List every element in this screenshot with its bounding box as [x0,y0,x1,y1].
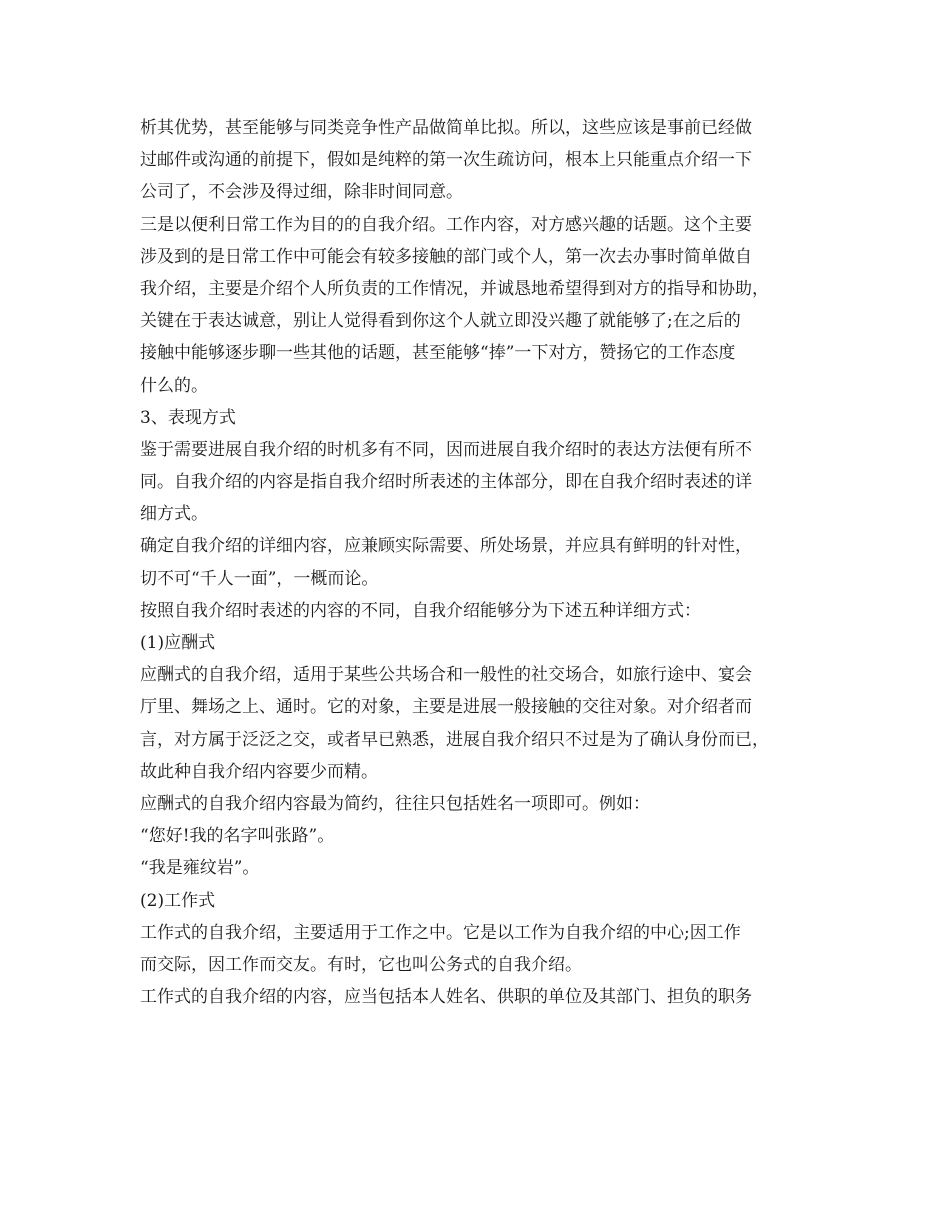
text-line: 同。自我介绍的内容是指自我介绍时所表述的主体部分，即在自我介绍时表述的详 [140,472,752,493]
text-line: 涉及到的是日常工作中可能会有较多接触的部门或个人，第一次去办事时简单做自 [140,246,752,267]
text-line: 应酬式的自我介绍，适用于某些公共场合和一般性的社交场合，如旅行途中、宴会 [140,665,752,686]
text-line: 接触中能够逐步聊一些其他的话题，甚至能够“捧”一下对方，赞扬它的工作态度 [140,343,736,364]
text-line: 细方式。 [140,504,208,525]
text-line: 切不可“千人一面”，一概而论。 [140,568,379,589]
example-quote: “您好!我的名字叫张路”。 [140,826,335,847]
text-line: 工作式的自我介绍，主要适用于工作之中。它是以工作为自我介绍的中心;因工作 [140,922,741,943]
subsection-heading: (1)应酬式 [140,633,216,653]
text-line: 公司了，不会涉及得过细，除非时间同意。 [140,182,463,203]
text-line: 什么的。 [140,375,208,396]
text-line: 鉴于需要进展自我介绍的时机多有不同，因而进展自我介绍时的表达方法便有所不 [140,439,752,460]
text-line: 我介绍，主要是介绍个人所负责的工作情况，并诚恳地希望得到对方的指导和协助， [140,278,769,299]
text-line: 言，对方属于泛泛之交，或者早已熟悉，进展自我介绍只不过是为了确认身份而已， [140,729,769,750]
text-line: 故此种自我介绍内容要少而精。 [140,761,378,782]
text-line: 三是以便利日常工作为目的的自我介绍。工作内容，对方感兴趣的话题。这个主要 [140,214,752,235]
text-line: 而交际，因工作而交友。有时，它也叫公务式的自我介绍。 [140,954,582,975]
section-heading: 3、表现方式 [140,407,236,428]
text-line: 确定自我介绍的详细内容，应兼顾实际需要、所处场景，并应具有鲜明的针对性， [140,536,752,557]
text-line: 应酬式的自我介绍内容最为简约，往往只包括姓名一项即可。例如： [140,793,650,814]
text-line: 析其优势，甚至能够与同类竞争性产品做简单比拟。所以，这些应该是事前已经做 [140,118,752,138]
text-line: 厅里、舞场之上、通时。它的对象，主要是进展一般接触的交往对象。对介绍者而 [140,697,752,718]
text-line: 按照自我介绍时表述的内容的不同，自我介绍能够分为下述五种详细方式： [140,600,701,621]
text-line: 过邮件或沟通的前提下，假如是纯粹的第一次生疏访问，根本上只能重点介绍一下 [140,150,752,171]
text-line: 关键在于表达诚意，别让人觉得看到你这个人就立即没兴趣了就能够了;在之后的 [140,311,741,332]
document-body [140,112,830,1013]
text-line: 工作式的自我介绍的内容，应当包括本人姓名、供职的单位及其部门、担负的职务 [140,987,752,1008]
subsection-heading: (2)工作式 [140,890,216,911]
example-quote: “我是雍纹岩”。 [140,858,260,879]
